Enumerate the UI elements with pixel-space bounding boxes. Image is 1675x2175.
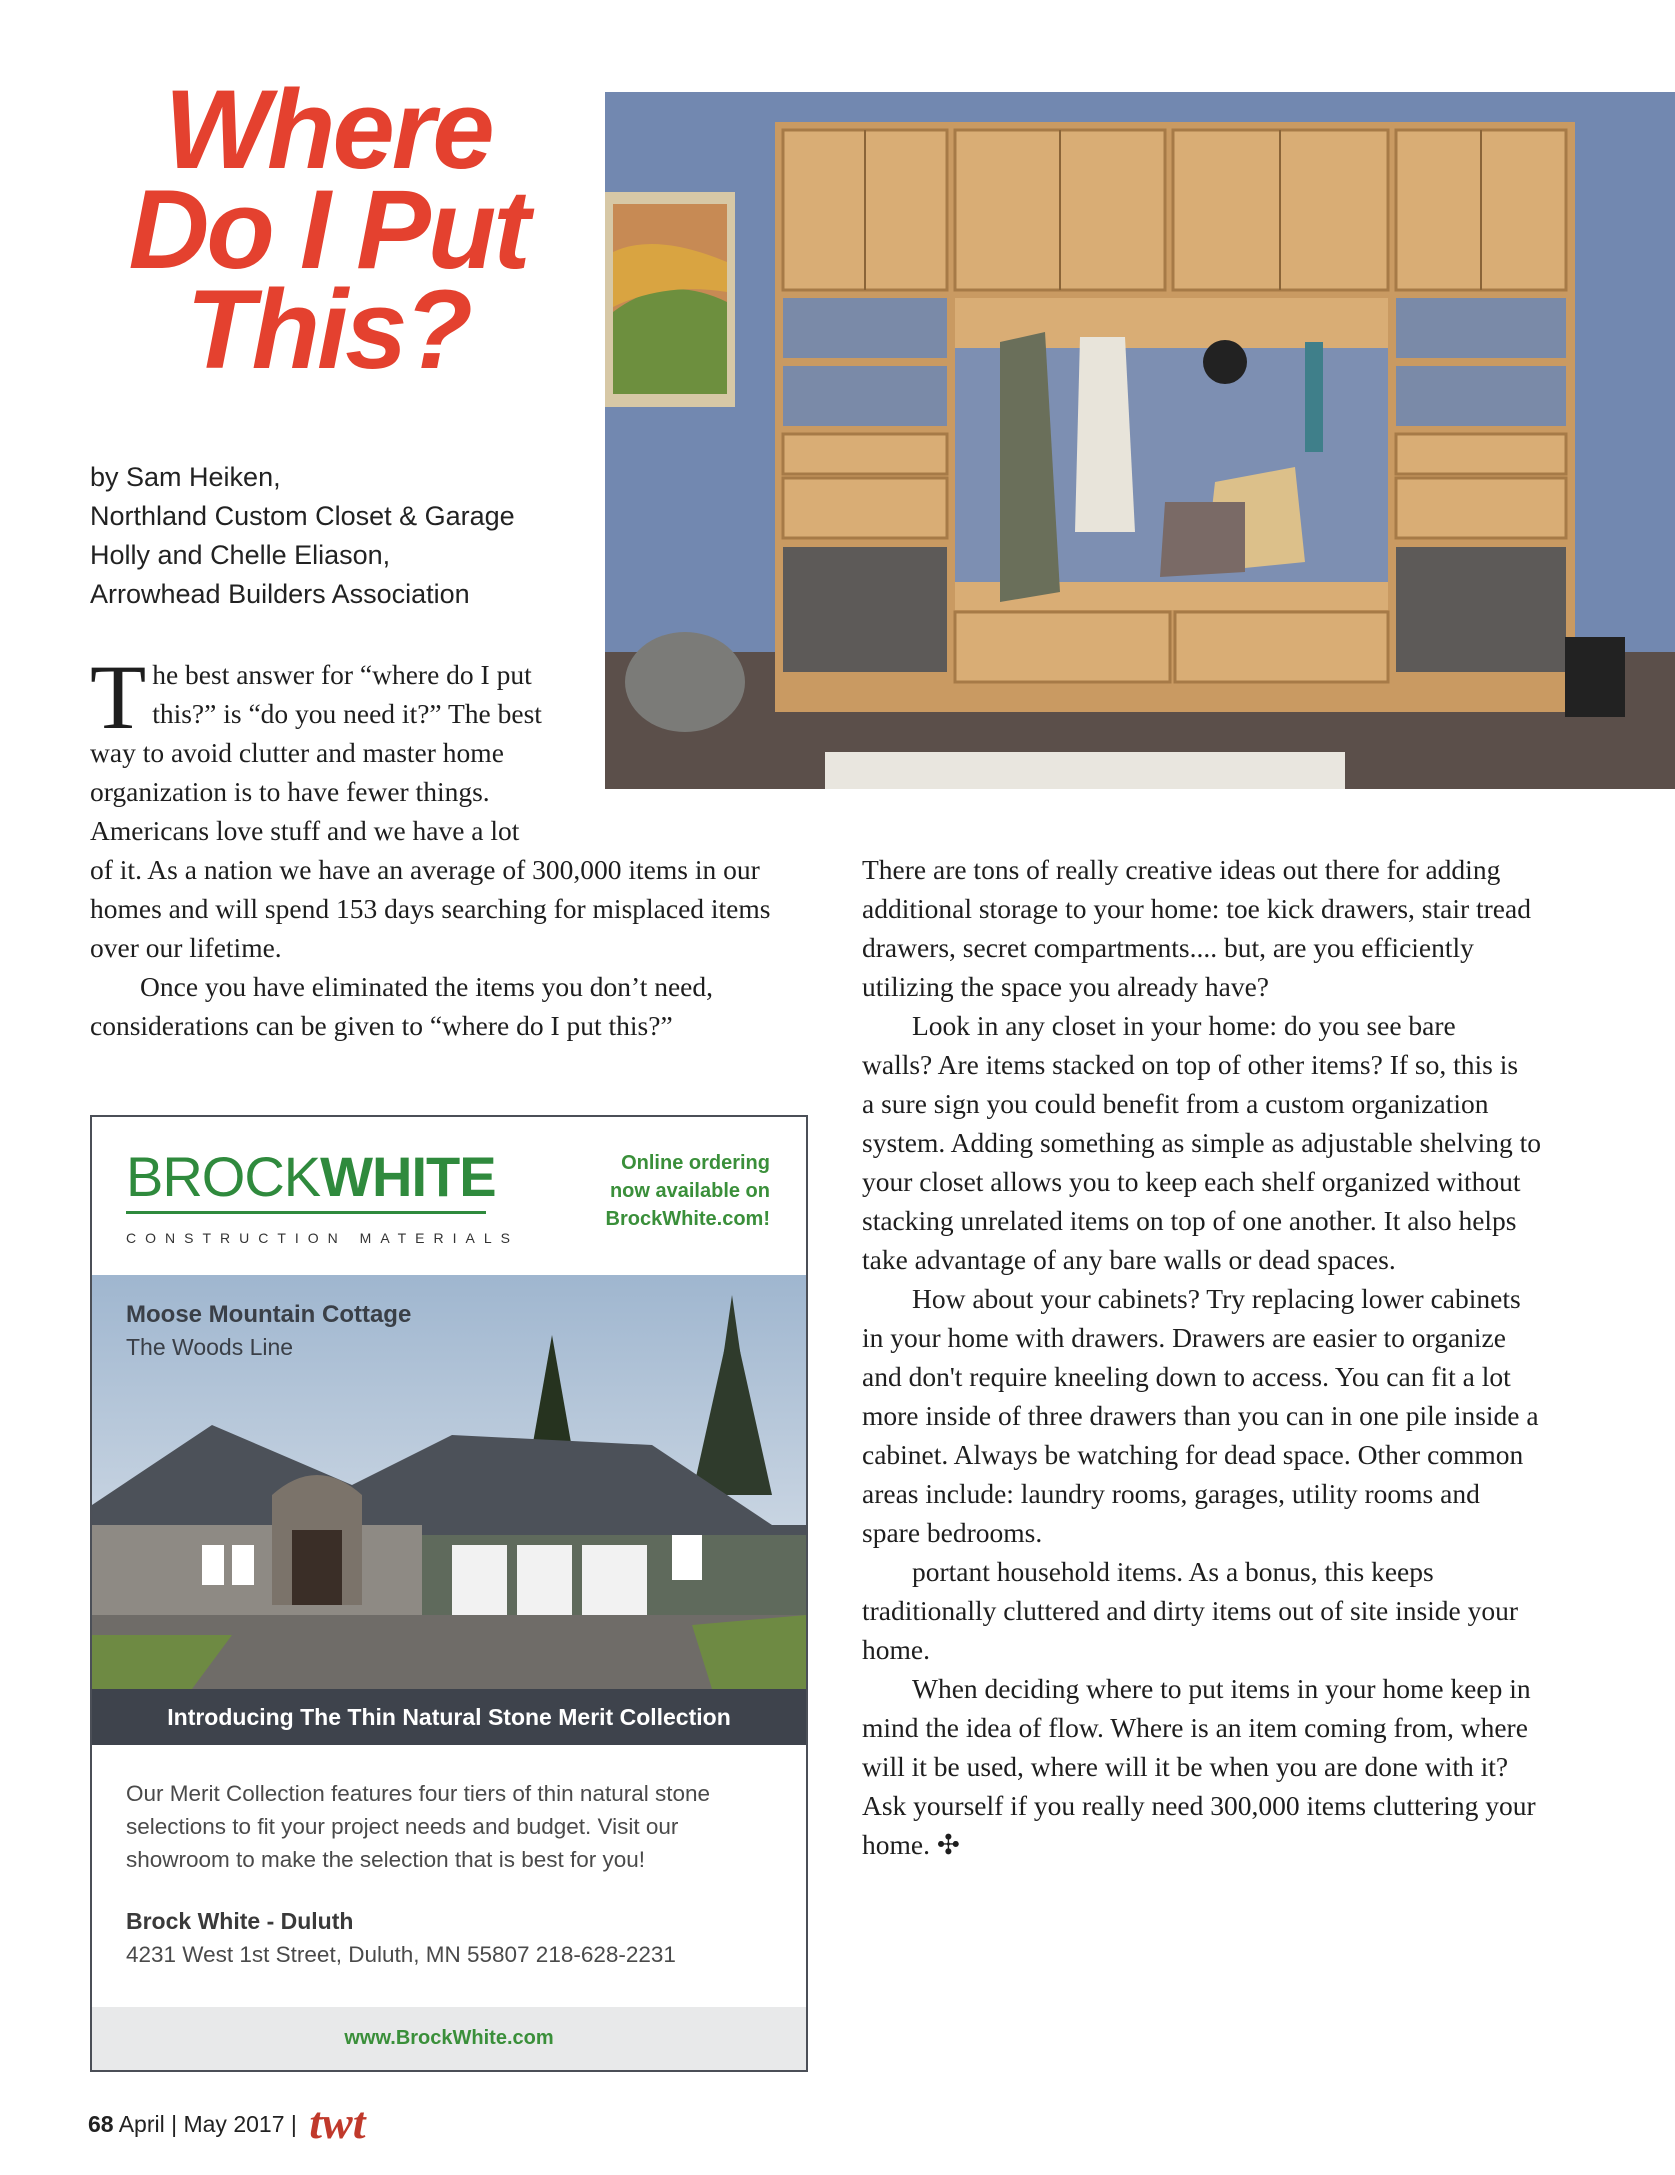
article-left-column [90,646,810,1045]
body-line: Ask yourself if you really need 300,000 items cluttering your [862,1790,1536,1821]
page-number: 68 [88,2111,114,2137]
paragraph [862,850,1582,1006]
body-line: spare bedrooms. [862,1517,1043,1548]
body-line: mind the idea of flow. Where is an item coming from, where [862,1712,1528,1743]
body-line: How about your cabinets? Try replacing lower cabinets [912,1283,1521,1314]
online-ordering-note [550,1149,770,1233]
collection-banner: Introducing The Thin Natural Stone Merit Collection [92,1689,806,1745]
byline-line: by Sam Heiken, [90,462,281,492]
online-line: now available on [609,1180,770,1202]
article-title [88,67,568,392]
body-line: system. Adding something as simple as adjustable shelving to [862,1127,1542,1158]
body-line: home. ✣ [862,1829,960,1860]
drop-cap: T [90,646,147,748]
brand-light: BROCK [126,1145,321,1208]
caption-title: Moose Mountain Cottage [126,1301,412,1328]
body-line: additional storage to your home: toe kick drawers, stair tread [862,893,1531,924]
body-line: utilizing the space you already have? [862,971,1269,1002]
page-folio [88,2096,366,2149]
body-line: and don't require kneeling down to access. You can fit a lot [862,1361,1511,1392]
ad-body-line: selections to fit your project needs and budget. Visit our [126,1814,679,1839]
branch-name: Brock White - Duluth [126,1908,354,1934]
title-line-2: Do I Put [128,167,528,292]
byline-line: Arrowhead Builders Association [90,579,470,609]
branch-address: 4231 West 1st Street, Duluth, MN 55807 218-628-2231 [126,1942,676,1967]
body-line: considerations can be given to “where do I put this?” [90,1010,673,1041]
body-line: stacking unrelated items on top of one another. It also helps [862,1205,1517,1236]
paragraph [862,1006,1582,1279]
body-line: homes and will spend 153 days searching for misplaced items [90,893,771,924]
ad-body [126,1777,786,1876]
byline-line: Northland Custom Closet & Garage [90,501,515,531]
body-line: There are tons of really creative ideas out there for adding [862,854,1501,885]
paragraph [862,1279,1582,1552]
body-line: portant household items. As a bonus, this keeps [912,1556,1434,1587]
ad-body-line: Our Merit Collection features four tiers of thin natural stone [126,1781,711,1806]
brand-subtitle: CONSTRUCTION MATERIALS [126,1230,519,1246]
body-line: your closet allows you to keep each shelf organized without [862,1166,1521,1197]
online-line: BrockWhite.com! [605,1208,770,1230]
body-line: this?” is “do you need it?” The best [152,698,542,729]
paragraph [862,1669,1582,1864]
body-line: cabinet. Always be watching for dead space. Other common [862,1439,1524,1470]
body-line: way to avoid clutter and master home [90,737,504,768]
body-line: take advantage of any bare walls or dead spaces. [862,1244,1396,1275]
ad-body-line: showroom to make the selection that is best for you! [126,1847,646,1872]
brand-bold: WHITE [320,1145,496,1208]
issue-date: April | May 2017 | [113,2111,304,2137]
paragraph [862,1552,1582,1669]
body-line: areas include: laundry rooms, garages, utility rooms and [862,1478,1480,1509]
body-line: a sure sign you could benefit from a custom organization [862,1088,1489,1119]
body-line: Look in any closet in your home: do you see bare [912,1010,1456,1041]
body-line: organization is to have fewer things. [90,776,490,807]
branch-info [126,1905,676,1971]
brockwhite-advertisement [90,1115,808,2072]
photo-caption [126,1299,411,1363]
brockwhite-logo [126,1147,519,1246]
title-line-1: Where [164,67,492,192]
body-line: home. [862,1634,930,1665]
byline [90,458,610,614]
body-line: Once you have eliminated the items you don’t need, [140,971,714,1002]
body-line: traditionally cluttered and dirty items out of site inside your [862,1595,1519,1626]
logo-rule [126,1211,486,1214]
body-line: of it. As a nation we have an average of 300,000 items in our [90,854,760,885]
body-line: over our lifetime. [90,932,282,963]
body-line: he best answer for “where do I put [152,659,532,690]
caption-subtitle: The Woods Line [126,1334,294,1360]
magazine-logo: twt [309,2097,366,2148]
body-line: will it be used, where will it be when you are done with it? [862,1751,1509,1782]
article-right-column [862,850,1582,1864]
website-link[interactable]: www.BrockWhite.com [92,2007,806,2070]
byline-line: Holly and Chelle Eliason, [90,540,391,570]
title-line-3: This? [186,267,470,392]
body-line: When deciding where to put items in your home keep in [912,1673,1531,1704]
body-line: drawers, secret compartments.... but, are you efficiently [862,932,1474,963]
body-line: Americans love stuff and we have a lot [90,815,520,846]
body-line: more inside of three drawers than you can in one pile inside a [862,1400,1539,1431]
body-line: in your home with drawers. Drawers are easier to organize [862,1322,1506,1353]
online-line: Online ordering [621,1152,770,1174]
body-line: walls? Are items stacked on top of other items? If so, this is [862,1049,1519,1080]
